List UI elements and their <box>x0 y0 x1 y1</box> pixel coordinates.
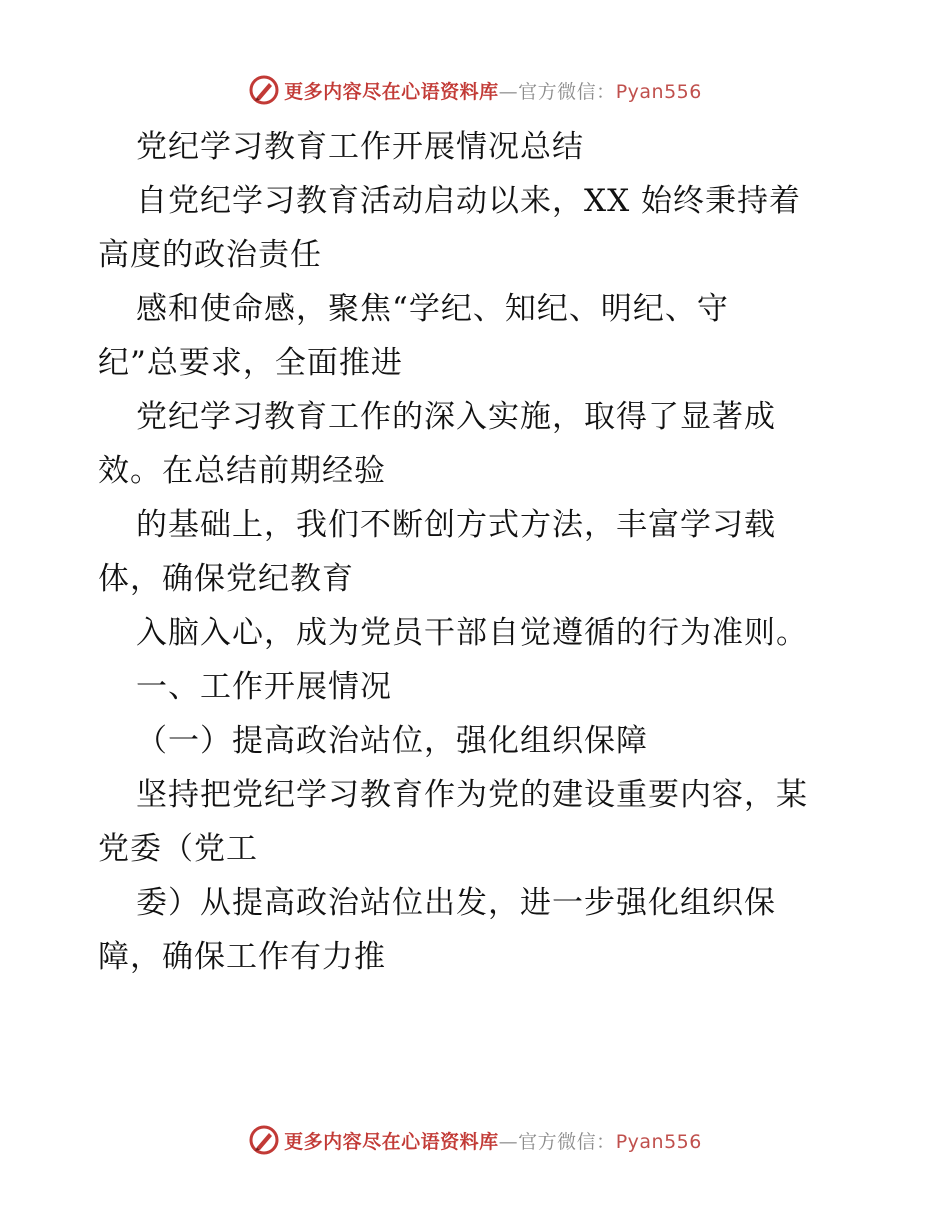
document-body <box>98 120 858 984</box>
paragraph-line: 一、工作开展情况 <box>136 669 392 705</box>
footer-watermark <box>0 1120 950 1160</box>
paragraph-line: 党委（党工 <box>98 831 258 867</box>
paragraph-line: 坚持把党纪学习教育作为党的建设重要内容，某 <box>136 777 808 813</box>
paragraph-line: 自党纪学习教育活动启动以来，XX 始终秉持着 <box>136 183 801 219</box>
watermark-brand: 更多内容尽在心语资料库 <box>284 1130 499 1153</box>
watermark-official-label: 官方微信： <box>518 1130 616 1153</box>
watermark-official-label: 官方微信： <box>518 80 616 103</box>
paragraph-line: 纪”总要求，全面推进 <box>98 345 403 381</box>
paragraph-line: 效。在总结前期经验 <box>98 453 386 489</box>
paragraph-line: 障，确保工作有力推 <box>98 939 386 975</box>
paragraph-line: 体，确保党纪教育 <box>98 561 354 597</box>
watermark-brand: 更多内容尽在心语资料库 <box>284 80 499 103</box>
pen-logo-icon <box>248 1124 280 1156</box>
paragraph-line: 党纪学习教育工作的深入实施，取得了显著成 <box>136 399 776 435</box>
watermark-text <box>284 1127 702 1154</box>
header-watermark <box>0 70 950 110</box>
paragraph-line: 入脑入心，成为党员干部自觉遵循的行为准则。 <box>136 615 808 651</box>
paragraph-line: 高度的政治责任 <box>98 237 322 273</box>
watermark-wechat-id: Pyan556 <box>615 1130 702 1153</box>
watermark-text <box>284 77 702 104</box>
paragraph-line: 的基础上，我们不断创方式方法，丰富学习载 <box>136 507 776 543</box>
paragraph-line: 感和使命感，聚焦“学纪、知纪、明纪、守 <box>136 291 729 327</box>
watermark-dash: — <box>498 1130 519 1153</box>
watermark-dash: — <box>498 80 519 103</box>
pen-logo-icon <box>248 74 280 106</box>
watermark-wechat-id: Pyan556 <box>615 80 702 103</box>
paragraph-line: 党纪学习教育工作开展情况总结 <box>136 129 584 165</box>
paragraph-line: 委）从提高政治站位出发，进一步强化组织保 <box>136 885 776 921</box>
paragraph-line: （一）提高政治站位，强化组织保障 <box>136 723 648 759</box>
